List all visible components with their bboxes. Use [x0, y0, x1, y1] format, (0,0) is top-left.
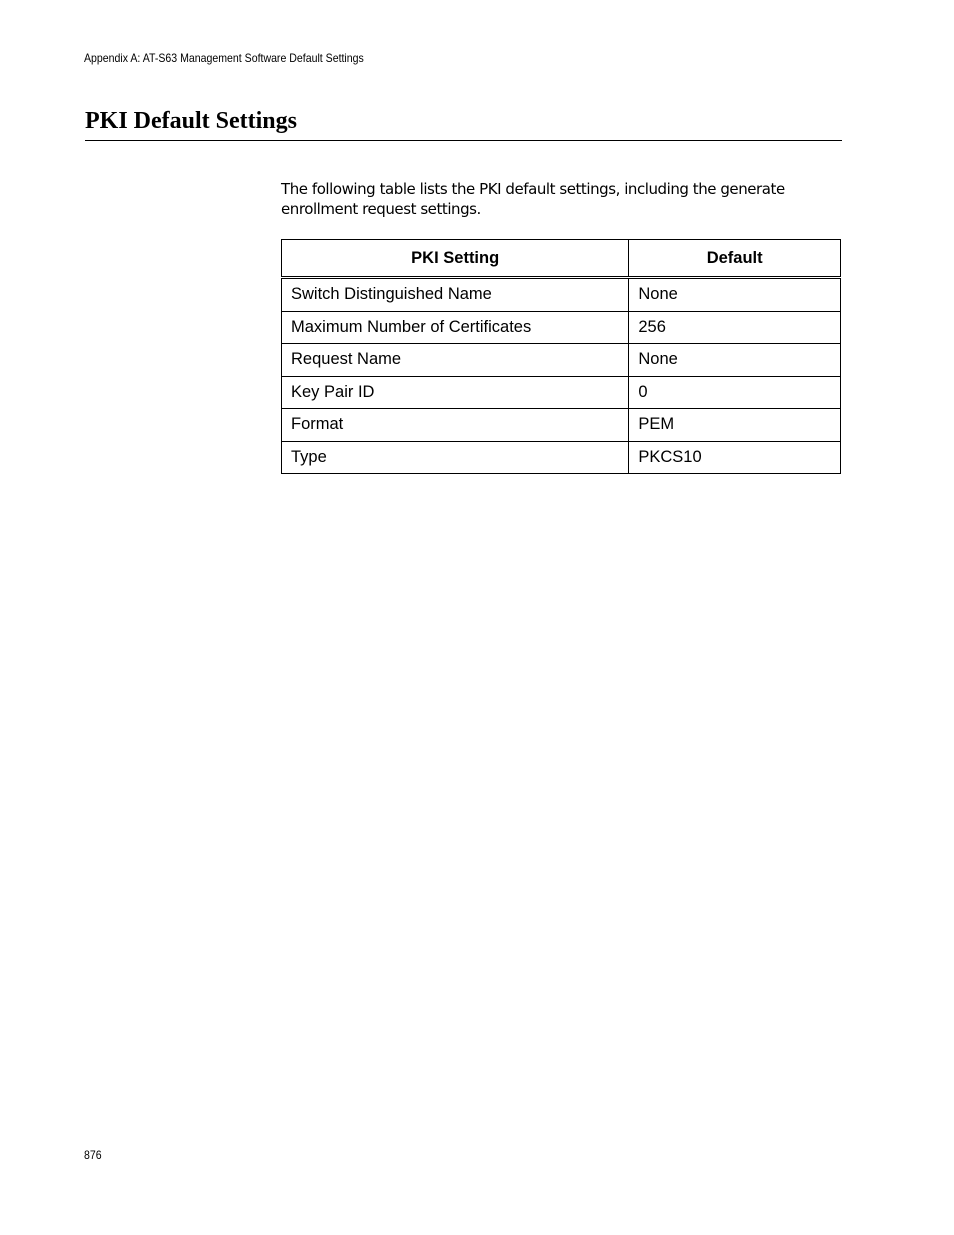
default-cell: PEM [629, 409, 841, 442]
default-cell: None [629, 278, 841, 312]
column-header-default: Default [629, 240, 841, 278]
default-cell: 0 [629, 376, 841, 409]
section-title: PKI Default Settings [85, 108, 297, 134]
pki-defaults-table [281, 239, 841, 474]
default-cell: 256 [629, 311, 841, 344]
page-number: 876 [84, 1148, 102, 1162]
intro-paragraph: The following table lists the PKI default settings, including the generate enrollment request settings. [281, 180, 785, 218]
setting-cell: Request Name [282, 344, 629, 377]
table-row [282, 311, 841, 344]
setting-cell: Switch Distinguished Name [282, 278, 629, 312]
setting-cell: Type [282, 441, 629, 474]
table-row [282, 278, 841, 312]
table-row [282, 409, 841, 442]
table-row [282, 441, 841, 474]
running-header: Appendix A: AT-S63 Management Software Default Settings [84, 51, 364, 65]
setting-cell: Maximum Number of Certificates [282, 311, 629, 344]
table-header-row [282, 240, 841, 278]
table-row [282, 376, 841, 409]
table-row [282, 344, 841, 377]
title-rule [85, 140, 842, 141]
column-header-setting: PKI Setting [282, 240, 629, 278]
default-cell: None [629, 344, 841, 377]
setting-cell: Format [282, 409, 629, 442]
default-cell: PKCS10 [629, 441, 841, 474]
setting-cell: Key Pair ID [282, 376, 629, 409]
